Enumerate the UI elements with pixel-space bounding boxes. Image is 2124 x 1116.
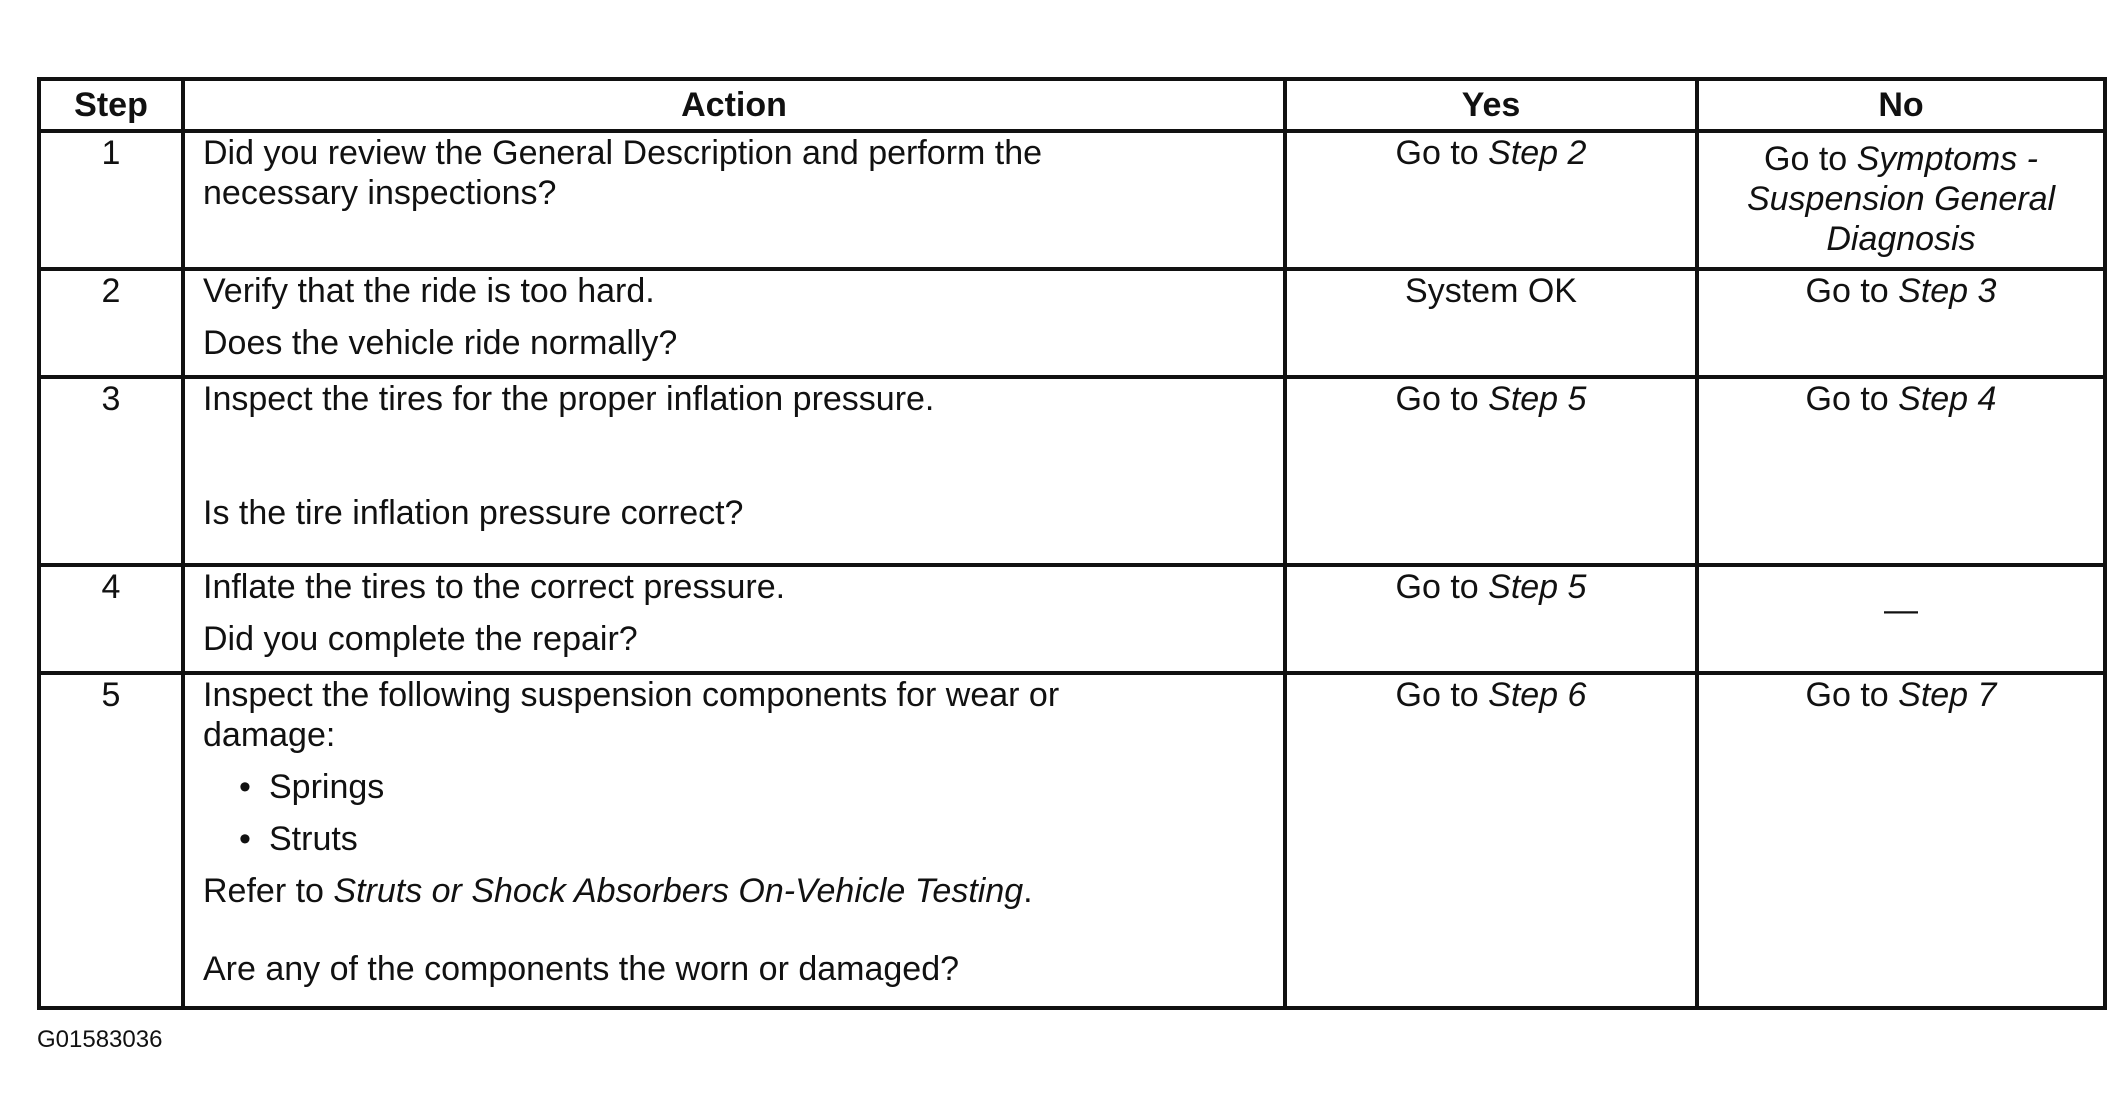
go-to-label: Go to xyxy=(1395,568,1489,606)
no-cell xyxy=(1697,131,2105,269)
step-number: 1 xyxy=(39,131,183,269)
go-to-label: Go to xyxy=(1805,272,1899,310)
action-text: Inspect the following suspension components for wear or xyxy=(203,676,1060,714)
dash-placeholder: — xyxy=(1884,591,1918,629)
go-to-label: Go to xyxy=(1395,676,1489,714)
action-text: necessary inspections? xyxy=(203,174,557,212)
step-reference: Step 5 xyxy=(1488,568,1587,606)
section-reference: Suspension General xyxy=(1746,180,2056,218)
refer-prefix: Refer to xyxy=(203,872,334,910)
step-reference: Step 6 xyxy=(1488,676,1587,714)
refer-line xyxy=(203,871,1265,911)
header-no: No xyxy=(1697,79,2105,131)
action-cell xyxy=(183,673,1285,1008)
no-cell xyxy=(1697,269,2105,377)
yes-cell xyxy=(1285,565,1697,673)
action-text: Inspect the tires for the proper inflation pressure. xyxy=(203,380,935,418)
step-number: 5 xyxy=(39,673,183,1008)
section-reference: Diagnosis xyxy=(1826,220,1976,258)
table-row xyxy=(39,269,2105,377)
yes-cell xyxy=(1285,673,1697,1008)
no-cell xyxy=(1697,565,2105,673)
bullet-icon: • xyxy=(239,768,251,806)
diagnostic-document xyxy=(37,77,2103,1010)
action-question: Did you complete the repair? xyxy=(203,620,638,658)
action-question: Is the tire inflation pressure correct? xyxy=(203,494,744,532)
go-to-label: Go to xyxy=(1764,140,1857,178)
list-item xyxy=(203,819,1265,859)
list-item-label: Struts xyxy=(269,820,358,858)
step-reference: Step 4 xyxy=(1898,380,1997,418)
header-yes: Yes xyxy=(1285,79,1697,131)
action-cell xyxy=(183,269,1285,377)
step-number: 2 xyxy=(39,269,183,377)
yes-cell xyxy=(1285,269,1697,377)
header-action: Action xyxy=(183,79,1285,131)
action-text: Did you review the General Description and perform the xyxy=(203,134,1043,172)
section-reference: Symptoms - xyxy=(1856,140,2038,178)
refer-suffix: . xyxy=(1023,872,1033,910)
step-reference: Step 2 xyxy=(1488,134,1587,172)
go-to-label: Go to xyxy=(1395,380,1489,418)
go-to-label: Go to xyxy=(1395,134,1489,172)
yes-cell xyxy=(1285,377,1697,565)
yes-cell xyxy=(1285,131,1697,269)
action-cell xyxy=(183,131,1285,269)
action-text: Verify that the ride is too hard. xyxy=(203,272,655,310)
table-row xyxy=(39,565,2105,673)
step-number: 3 xyxy=(39,377,183,565)
step-number: 4 xyxy=(39,565,183,673)
step-reference: Step 3 xyxy=(1898,272,1997,310)
go-to-label: Go to xyxy=(1805,676,1899,714)
header-step: Step xyxy=(39,79,183,131)
action-question: Are any of the components the worn or damaged? xyxy=(203,950,960,988)
action-text: damage: xyxy=(203,716,336,754)
table-row xyxy=(39,673,2105,1008)
action-text: Inflate the tires to the correct pressure. xyxy=(203,568,786,606)
table-row xyxy=(39,377,2105,565)
no-cell xyxy=(1697,673,2105,1008)
list-item xyxy=(203,767,1265,807)
figure-id: G01583036 xyxy=(37,1026,163,1053)
go-to-label: Go to xyxy=(1805,380,1899,418)
result-text: System OK xyxy=(1405,272,1577,310)
diagnostic-table xyxy=(37,77,2107,1010)
action-question: Does the vehicle ride normally? xyxy=(203,324,678,362)
step-reference: Step 5 xyxy=(1488,380,1587,418)
table-header-row xyxy=(39,79,2105,131)
no-cell xyxy=(1697,377,2105,565)
component-list xyxy=(203,767,1265,859)
section-reference: Struts or Shock Absorbers On-Vehicle Testing xyxy=(333,872,1024,910)
table-row xyxy=(39,131,2105,269)
action-cell xyxy=(183,565,1285,673)
bullet-icon: • xyxy=(239,820,251,858)
action-cell xyxy=(183,377,1285,565)
step-reference: Step 7 xyxy=(1898,676,1997,714)
list-item-label: Springs xyxy=(269,768,385,806)
